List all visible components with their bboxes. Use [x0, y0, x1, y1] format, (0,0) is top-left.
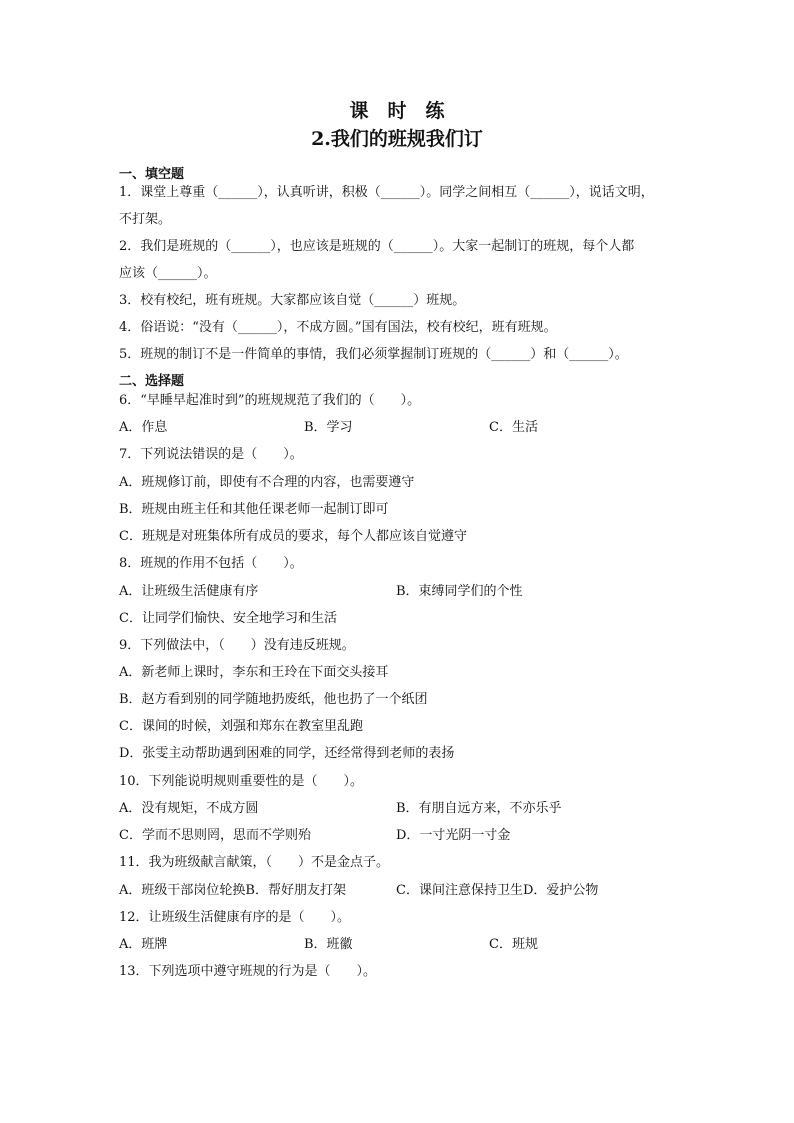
question-9-option-b: B．赵方看到别的同学随地扔废纸，他也扔了一个纸团 — [119, 692, 428, 707]
question-7: 7．下列说法错误的是（ ）。 — [119, 447, 303, 462]
question-10: 10．下列能说明规则重要性的是（ ）。 — [119, 774, 364, 789]
page-title: 课 时 练 — [349, 100, 445, 122]
question-7-option-c: C．班规是对班集体所有成员的要求，每个人都应该自觉遵守 — [119, 529, 467, 544]
question-9-option-a: A．新老师上课时，李东和王玲在下面交头接耳 — [119, 665, 389, 680]
question-10-option-d: D．一寸光阴一寸金 — [396, 828, 511, 843]
question-8-option-c: C．让同学们愉快、安全地学习和生活 — [119, 611, 337, 626]
question-9-option-c: C．课间的时候，刘强和郑东在教室里乱跑 — [119, 719, 363, 734]
question-6-option-c: C．生活 — [489, 420, 538, 435]
question-8-option-a: A．让班级生活健康有序 — [119, 584, 259, 599]
section-heading-multiple-choice: 二、选择题 — [119, 374, 185, 389]
question-7-option-b: B．班规由班主任和其他任课老师一起制订即可 — [119, 502, 389, 517]
question-6: 6．“早睡早起准时到”的班规规范了我们的（ ）。 — [119, 393, 421, 408]
question-10-option-c: C．学而不思则罔，思而不学则殆 — [119, 828, 311, 843]
question-12-option-b: B．班徽 — [304, 937, 353, 952]
question-5: 5．班规的制订不是一件简单的事情，我们必须掌握制订班规的（______）和（______）。 — [119, 347, 628, 362]
question-11-options-c-d: C．课间注意保持卫生D．爱护公物 — [396, 883, 599, 898]
question-1-line-2: 不打架。 — [119, 212, 172, 227]
question-9-option-d: D．张雯主动帮助遇到困难的同学，还经常得到老师的表扬 — [119, 746, 455, 761]
question-10-option-b: B．有朋自远方来，不亦乐乎 — [396, 801, 562, 816]
question-11-options-a-b: A．班级干部岗位轮换B．帮好朋友打架 — [119, 883, 346, 898]
question-4: 4．俗语说：“没有（______），不成方圆。”国有国法，校有校纪，班有班规。 — [119, 320, 557, 335]
question-7-option-a: A．班规修订前，即使有不合理的内容，也需要遵守 — [119, 475, 415, 490]
question-9: 9．下列做法中，（ ）没有违反班规。 — [119, 638, 355, 653]
question-13: 13．下列选项中遵守班规的行为是（ ）。 — [119, 964, 377, 979]
question-2-line-1: 2．我们是班规的（______），也应该是班规的（______）。大家一起制订的班规，每个人都 — [119, 239, 635, 254]
question-12: 12．让班级生活健康有序的是（ ）。 — [119, 910, 351, 925]
question-12-option-a: A．班牌 — [119, 937, 168, 952]
question-11: 11．我为班级献言献策，（ ）不是金点子。 — [119, 855, 390, 870]
lesson-title: 2.我们的班规我们订 — [311, 128, 483, 150]
question-10-option-a: A．没有规矩，不成方圆 — [119, 801, 259, 816]
question-2-line-2: 应该（______）。 — [119, 266, 217, 281]
question-6-option-a: A．作息 — [119, 420, 168, 435]
question-3: 3．校有校纪，班有班规。大家都应该自觉（______）班规。 — [119, 293, 466, 308]
question-1-line-1: 1．课堂上尊重（______），认真听讲，积极（______）。同学之间相互（______），说话文明， — [119, 185, 654, 200]
question-6-option-b: B．学习 — [304, 420, 353, 435]
question-8-option-b: B．束缚同学们的个性 — [396, 584, 523, 599]
section-heading-fill-blank: 一、填空题 — [119, 167, 185, 182]
question-12-option-c: C．班规 — [489, 937, 538, 952]
question-8: 8．班规的作用不包括（ ）。 — [119, 556, 303, 571]
